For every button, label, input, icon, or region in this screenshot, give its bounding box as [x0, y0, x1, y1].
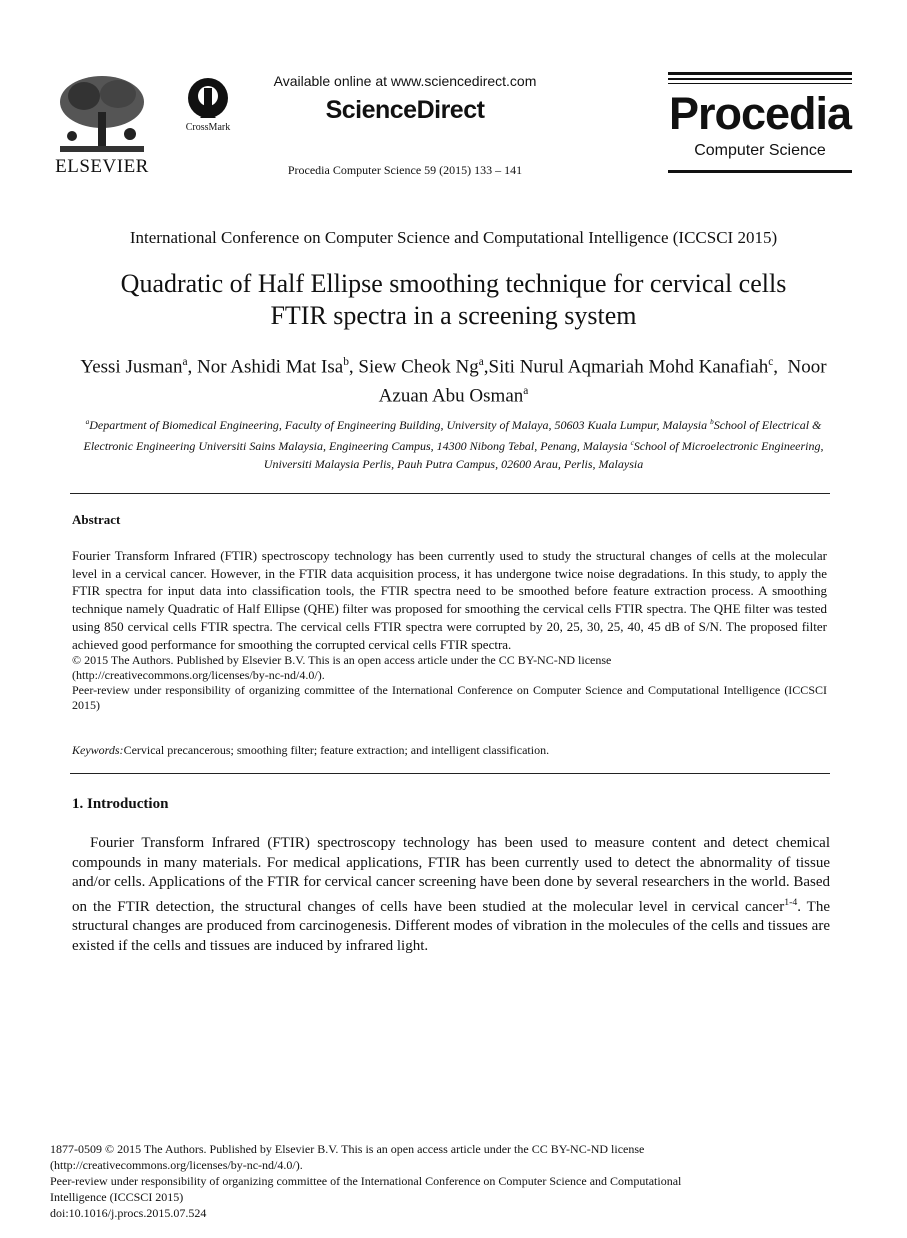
peer-review-note: Peer-review under responsibility of organizing committee of the International Conference on Computer Science and Computational Intelligence (ICCSCI 2015) — [72, 683, 827, 713]
author-affil-sup: a — [478, 356, 484, 368]
intro-paragraph — [72, 834, 830, 957]
crossmark-label: CrossMark — [185, 122, 231, 133]
keywords-label: Keywords: — [72, 743, 124, 757]
abstract-body — [72, 547, 827, 713]
paper-title-line: Quadratic of Half Ellipse smoothing technique for cervical cells — [120, 269, 787, 298]
affil-sup: c — [630, 439, 634, 447]
intro-text: Fourier Transform Infrared (FTIR) spectroscopy technology has been used to measure content and detect chemical compounds in many materials. For medical applications, FTIR has been currently used to detect the abnormality of tissue and/or cells. Applications of the FTIR for cervical cancer screening have been done by several researchers in the world. Based on the FTIR detection, the structural changes of cells have been studied at the molecular level in cervical cancer — [72, 835, 830, 915]
author-name: Siti Nurul Aqmariah Mohd Kanafiah — [488, 356, 769, 378]
abstract-text: Fourier Transform Infrared (FTIR) spectroscopy technology has been currently used to study the structural changes of cells at the molecular level in a cervical cancer. However, in the FTIR data acquisition process, it has undergone twice noise degradations. In this study, to apply the FTIR spectra for input data into classification tools, the FTIR spectra need to be smoothed before feature extraction process. A smoothing technique namely Quadratic of Half Ellipse (QHE) filter was proposed for smoothing the cervical cells FTIR spectra. The QHE filter was tested using 850 cervical cells FTIR spectra. The cervical cells FTIR spectra were corrupted by 20, 25, 30, 25, 40, 45 dB of S/N. The proposed filter achieved good performance for smoothing the corrupted cervical cells FTIR spectra. — [72, 548, 827, 652]
citation-ref[interactable]: 1-4 — [784, 896, 798, 908]
paper-title — [60, 268, 847, 332]
author-name: Noor Azuan Abu Osman — [378, 356, 827, 407]
publisher-name: ELSEVIER — [55, 156, 149, 177]
conference-name: International Conference on Computer Science and Computational Intelligence (ICCSCI 2015) — [129, 228, 778, 247]
section-divider — [70, 493, 830, 494]
logo-rule — [668, 72, 852, 75]
logo-rule — [668, 83, 852, 84]
footer-license: 1877-0509 © 2015 The Authors. Published by Elsevier B.V. This is an open access article under the CC BY-NC-ND license — [50, 1142, 645, 1156]
author-affil-sup: c — [768, 356, 774, 368]
author-affil-sup: b — [343, 356, 349, 368]
author-affil-sup: a — [182, 356, 188, 368]
footer — [50, 1141, 770, 1221]
journal-logo-subtitle: Computer Science — [694, 142, 826, 159]
affiliation: School of Microelectronic Engineering, Universiti Malaysia Perlis, Pauh Putra Campus, 02600 Arau, Perlis, Malaysia — [263, 439, 824, 471]
author-name: Yessi Jusman — [80, 356, 183, 378]
affiliations — [72, 413, 835, 473]
affiliation: School of Electrical & Electronic Engineering Universiti Sains Malaysia, Engineering Campus, 14300 Nibong Tebal, Penang, Malaysia — [83, 418, 822, 453]
copyright-line: © 2015 The Authors. Published by Elsevier B.V. This is an open access article under the CC BY-NC-ND license — [72, 653, 612, 668]
keywords — [72, 743, 827, 758]
footer-license-link[interactable]: (http://creativecommons.org/licenses/by-nc-nd/4.0/). — [50, 1158, 303, 1172]
author-name: Siew Cheok Ng — [358, 356, 479, 378]
footer-doi[interactable]: doi:10.1016/j.procs.2015.07.524 — [50, 1206, 207, 1220]
paper-title-line: FTIR spectra in a screening system — [270, 301, 637, 330]
author-list: Yessi Jusman$^a$, Nor Ashidi Mat Isa$^b$, Siew Cheok Ng$^a$,Siti Nurul Aqmariah Mohd Kanafiah$^c$, Noor Azuan Abu Osman$^a$ — [80, 356, 827, 407]
footer-peer-review: Intelligence (ICCSCI 2015) — [50, 1190, 184, 1204]
journal-reference: Procedia Computer Science 59 (2015) 133 – 141 — [287, 163, 523, 177]
sciencedirect-logo: ScienceDirect — [325, 96, 485, 124]
affiliation: Department of Biomedical Engineering, Faculty of Engineering Building, University of Malaya, 50603 Kuala Lumpur, Malaysia — [89, 418, 708, 432]
affil-sup: b — [710, 418, 714, 426]
abstract-heading: Abstract — [72, 512, 121, 527]
intro-text: . The structural changes are produced from carcinogenesis. Different modes of vibration in the molecules of the cells and tissues are existed if the cells and tissues are induced by infrared light. — [72, 898, 830, 954]
logo-rule — [668, 78, 852, 80]
crossmark-badge[interactable] — [180, 76, 236, 146]
author-affil-sup: a — [523, 385, 529, 398]
keywords-list: Cervical precancerous; smoothing filter; feature extraction; and intelligent classification. — [123, 743, 550, 757]
footer-peer-review: Peer-review under responsibility of organizing committee of the International Conference on Computer Science and Computational — [50, 1174, 682, 1188]
affil-sup: a — [85, 418, 90, 426]
journal-logo-title: Procedia — [668, 88, 852, 139]
author-name: Nor Ashidi Mat Isa — [197, 356, 344, 378]
intro-heading: 1. Introduction — [72, 796, 169, 812]
section-divider — [70, 773, 830, 774]
available-online-text: Available online at www.sciencedirect.com — [273, 73, 537, 89]
license-link[interactable]: (http://creativecommons.org/licenses/by-nc-nd/4.0/). — [72, 668, 325, 683]
crossmark-icon — [180, 76, 236, 120]
logo-rule — [668, 170, 852, 173]
journal-logo — [668, 72, 852, 176]
